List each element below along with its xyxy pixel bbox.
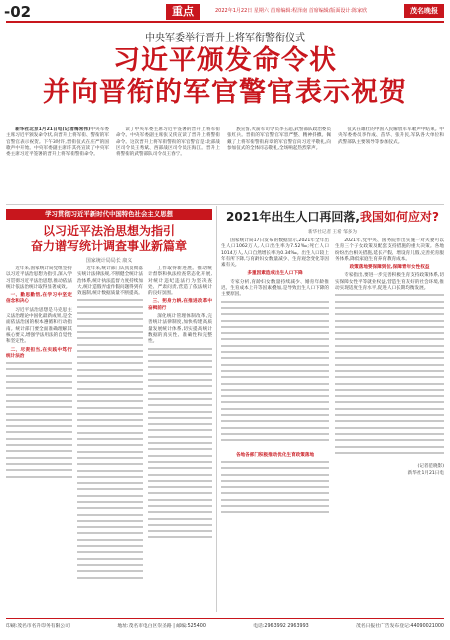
population-col2-text: 2021年,党中央、国务院作出实施一对夫妻可以生育三个子女政策及配套支持措施的重大决策。各地纷纷出台相关措施,延长产假、增设育儿假,完善托育服务体系,降低家庭生育养育教育成本。 [335, 238, 444, 262]
population-signoff: (记者范晓影) [417, 464, 444, 470]
study-col3-more: 深化统计管理体制改革,完善统计法律制度,加快构建高质量发展统计体系,切实提高统计数据的真实性、准确性和完整性。 [148, 314, 212, 345]
study-col1-filler [6, 362, 72, 482]
study-title-line1: 以习近平法治思想为指引 [42, 224, 175, 238]
footer-address: 地址:茂名市电白区崇圣路 | 邮编:525400 [117, 624, 206, 629]
population-col1-filler [221, 301, 329, 451]
lead-column-1 [6, 127, 109, 203]
footer-phone: 电话:2963992 2963993 [253, 624, 309, 629]
population-col2-more: 专家指出,要进一步完善积极生育支持政策体系,切实保障女性平等就业权益,营造生育友好的社会环境,推动实现适度生育水平,促进人口长期均衡发展。 [335, 273, 444, 292]
population-title [221, 209, 444, 225]
lead-column-4 [338, 127, 444, 203]
study-heading-3: 三、躬身力耕,在推进改革中奋楫前行 [148, 299, 212, 311]
population-title-plain: 2021年出生人口再回落, [226, 210, 360, 224]
footer-printer: 印刷:茂名市名升印务有限公司 [6, 624, 70, 629]
study-col2-text: 近年来,统计部门认真贯彻落实统计法律法规,不断健全统计法治体系,统计执法监督力度持续加大,统计造假弄虚作假问题得到有效遏制,统计数据质量不断提高。 [77, 266, 143, 297]
population-column-2 [335, 238, 444, 612]
header-divider [6, 21, 444, 23]
section-divider [6, 204, 444, 205]
population-col2-filler [335, 294, 444, 464]
column-separator [216, 206, 217, 612]
study-column-1 [6, 266, 72, 612]
study-byline: 国家统计局局长 康义 [85, 258, 133, 264]
study-col1-text: 近年来,国家统计局党组坚持以习近平法治思想为指引,深入学习贯彻习近平法治思想,推动依法统计依法治统计取得显著成效。 [6, 266, 72, 290]
study-heading-2: 二、尽责担当,在实践中笃行统计法治 [6, 347, 72, 359]
study-column-2 [77, 266, 143, 612]
page-number: -02 [4, 3, 32, 21]
study-col1-more: 习近平法治思想是马克思主义法治理论中国化最新成果,是全面依法治国的根本遵循和行动指南。统计部门要全面准确理解其核心要义,增强学法用法的自觉性和坚定性。 [6, 307, 72, 345]
study-heading-1: 一、勤思勤悟,在学习中坚定信念和决心 [6, 293, 72, 305]
population-subhead-2: 各地各部门积极推动优化生育政策落地 [235, 452, 315, 458]
study-col3-text: 工作取得新进展。推动统计督察和执法检查常态化开展,对统计违纪违法行为坚决查处、严肃问责,营造了依法统计的良好氛围。 [148, 266, 212, 297]
lead-col3-text: 族宣誓,火箭军司令员李玉超,武警部队政治委员张红兵。晋衔的军官警官军容严整、精神抖擞。佩戴了上将军衔警衔肩章的军官警官向习近平敬礼,向参加仪式的全体同志敬礼,全场响起热烈掌声。 [227, 127, 331, 151]
population-col1-filler-2 [221, 461, 329, 521]
lead-col4-text: 仪式在雄壮的中国人民解放军军歌声中结束。中央军委委员李作成、苗华、张升民,军队各大单位和武警部队主要领导等参加仪式。 [338, 127, 444, 145]
footer-ad-license: 茂名日报社广告发布登记:44090021000 [356, 624, 444, 629]
population-byline: 新华社记者 王希 邹多为 [308, 230, 357, 235]
population-col1-more: 专家分析,育龄妇女数量持续减少、婚育年龄推迟、生育成本上升等因素叠加,是导致出生人口下降的主要原因。 [221, 279, 329, 298]
lead-headline-line1: 习近平颁发命令状 [113, 45, 337, 76]
study-title-line2: 奋力谱写统计调查事业新篇章 [30, 239, 187, 253]
lead-kicker: 中央军委举行晋升上将军衔警衔仪式 [145, 33, 305, 44]
lead-dateline: 新华社北京1月21日电(记者梅常伟) [15, 127, 91, 132]
lead-column-2 [116, 127, 220, 203]
population-dateline: 新华社1月21日电 [407, 470, 444, 476]
population-col1-text: 国家统计局17日发布的数据显示,2021年全年出生人口1062万人,人口出生率为7.52‰;死亡人口1014万人,人口自然增长率为0.34‰。出生人口较上年有所下降,与育龄妇女数量减少、生育观念变化等因素有关。 [221, 238, 329, 269]
lead-col1-text: 中央军委主席习近平颁发命令状,向晋升上将军衔、警衔的军官警官表示祝贺。下午3时许,晋衔仪式在庄严的国歌声中开始。中央军委副主席许其亮宣读了中央军委主席习近平签署的晋升上将军衔警衔命令。 [6, 127, 109, 158]
section-badge: 重点 [166, 4, 200, 20]
header-info: 2022年1月22日 星期六 首席编辑:程泽南 首席编辑/版面设计:陈家欣 [215, 8, 368, 14]
lead-column-3 [227, 127, 331, 203]
paper-logo: 茂名晚报 [404, 4, 444, 18]
lead-headline-line2: 并向晋衔的军官警官表示祝贺 [43, 77, 407, 108]
population-subhead-3: 政策落地要保障到位,保障青年女性权益 [349, 265, 430, 271]
population-subhead-1: 多重因素造成出生人口下降 [247, 271, 303, 277]
population-column-1 [221, 238, 329, 612]
study-banner: 学习贯彻习近平新时代中国特色社会主义思想 [6, 209, 212, 220]
study-title [6, 224, 212, 254]
study-column-3 [148, 266, 212, 612]
study-col2-filler [77, 299, 143, 589]
footer [6, 622, 444, 629]
lead-col2-text: 读了中央军委主席习近平签署的晋升上将军衔命令。中央军委副主席张又侠宣读了晋升上将警衔命令。这次晋升上将军衔警衔的军官警官是:北部战区司令员王秀斌、西部战区司令员汪海江。晋升上将警衔的武警部队司令员王春宁。 [116, 127, 220, 158]
footer-divider [6, 618, 444, 619]
study-col3-filler [148, 348, 212, 548]
lead-headline [0, 45, 450, 109]
population-title-highlight: 我国如何应对? [360, 210, 439, 224]
